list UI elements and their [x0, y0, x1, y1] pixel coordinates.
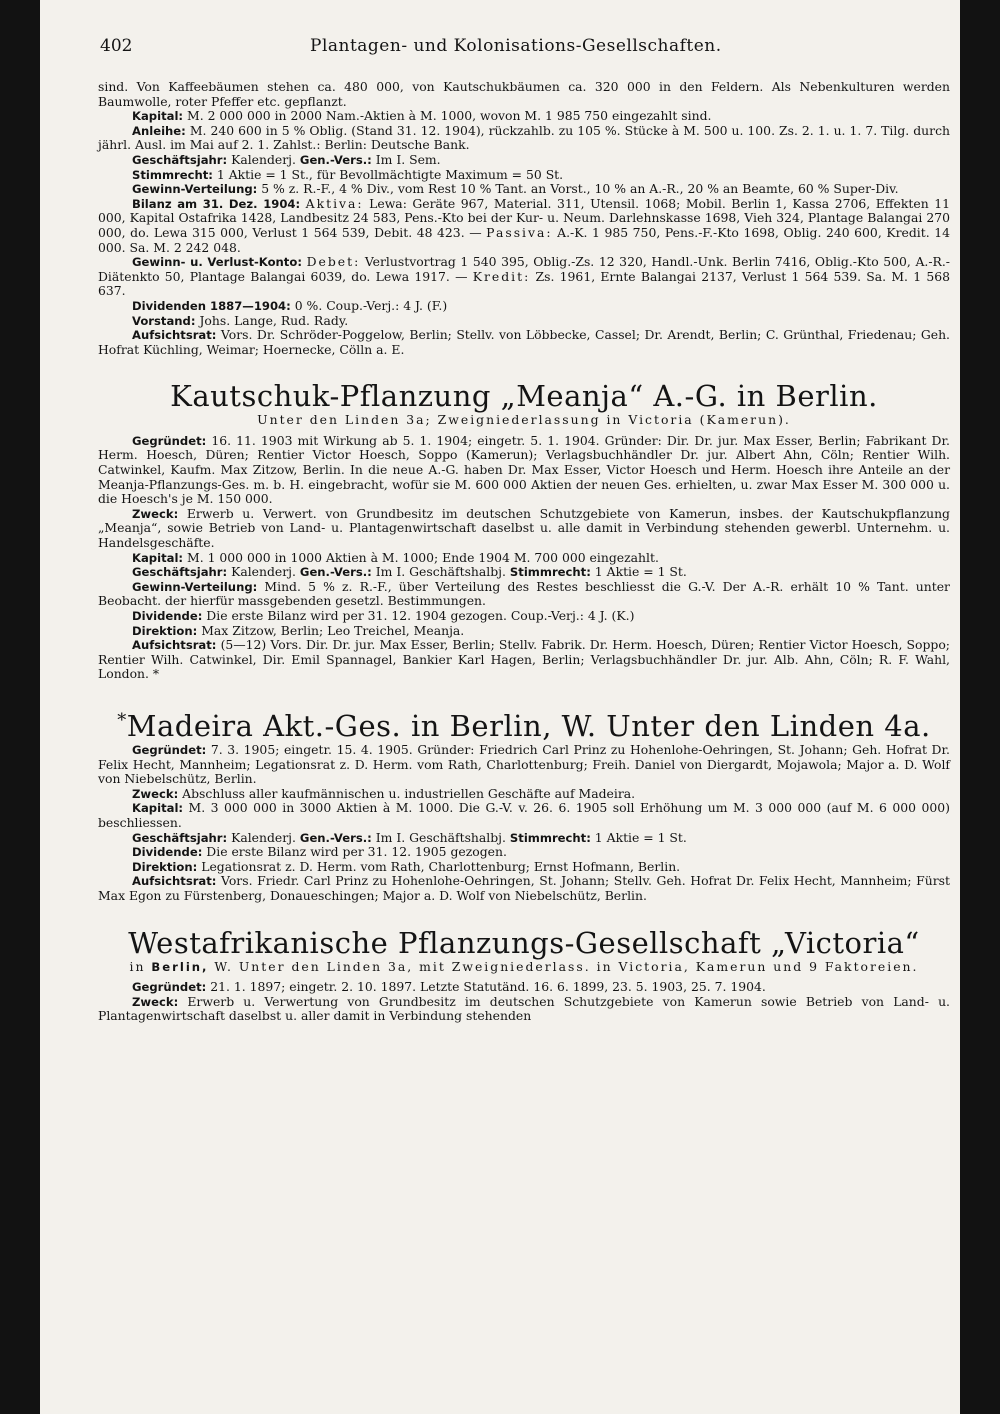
profit-distribution-line: Gewinn-Verteilung: 5 % z. R.-F., 4 % Div., vom Rest 10 % Tant. an Vorst., 10 % an A.-R., 20 % an Beamte, 60 % Super-Div.: [132, 181, 899, 197]
purpose-line: Zweck: Abschluss aller kaufmännischen u. industriellen Geschäfte auf Madeira.: [132, 785, 636, 801]
victoria-entry: [98, 926, 950, 1024]
fiscal-year-line: Geschäftsjahr: Kalenderj. Gen.-Vers.: Im I. Geschäftshalbj. Stimmrecht: 1 Aktie = 1 St.: [132, 564, 687, 580]
bond-line: Anleihe: M. 240 600 in 5 % Oblig. (Stand 31. 12. 1904), rückzahlb. zu 105 %. Stücke à M. 500 u. 100. Zs. 2. 1. u. 1. 7. Tilg. durch jährl. Ausl. im Mai auf 2. 1. Zahlst.: Berlin: Deutsche Bank.: [98, 122, 950, 153]
profit-distribution-line: Gewinn-Verteilung: Mind. 5 % z. R.-F., über Verteilung des Restes beschliesst die G.-V. Der A.-R. erhält 10 % Tant. unter Beobacht. der hierfür massgebenden gesetzl. Bestimmungen.: [98, 578, 950, 609]
company-title: Westafrikanische Pflanzungs-Gesellschaft „Victoria“: [128, 925, 920, 960]
madeira-entry: [98, 704, 950, 904]
company-address: Unter den Linden 3a; Zweigniederlassung in Victoria (Kamerun).: [257, 412, 791, 428]
capital-line: Kapital: M. 3 000 000 in 3000 Aktien à M. 1000. Die G.-V. v. 26. 6. 1905 soll Erhöhung um M. 3 000 000 (auf M. 6 000 000) beschliessen.: [98, 800, 950, 830]
management-line: Direktion: Legationsrat z. D. Herm. vom Rath, Charlottenburg; Ernst Hofmann, Berlin.: [132, 858, 681, 874]
supervisory-board-line: Aufsichtsrat: Vors. Friedr. Carl Prinz zu Hohenlohe-Oehringen, St. Johann; Stellv. Geh. Hofrat Dr. Felix Hecht, Mannheim; Fürst Max Egon zu Fürstenberg, Donaueschingen; Major a. D. Wolf von Niebelschütz, Berlin.: [98, 873, 950, 903]
running-title: Plantagen- und Kolonisations-Gesellschaften.: [310, 36, 722, 56]
intro-paragraph: sind. Von Kaffeebäumen stehen ca. 480 000, von Kautschukbäumen ca. 320 000 in den Feldern. Als Nebenkulturen werden Baumwolle, roter Pfeffer etc. gepflanzt.: [98, 79, 950, 109]
fiscal-year-line: Geschäftsjahr: Kalenderj. Gen.-Vers.: Im I. Sem.: [132, 151, 441, 167]
founded-line: Gegründet: 21. 1. 1897; eingetr. 2. 10. 1897. Letzte Statutänd. 16. 6. 1899, 23. 5. 1903, 25. 7. 1904.: [132, 979, 766, 995]
dividend-line: Dividende: Die erste Bilanz wird per 31. 12. 1905 gezogen.: [132, 844, 507, 860]
founded-line: Gegründet: 7. 3. 1905; eingetr. 15. 4. 1905. Gründer: Friedrich Carl Prinz zu Hohenlohe-Oehringen, St. Johann; Geh. Hofrat Dr. Felix Hecht, Mannheim; Legationsrat z. D. Herm. vom Rath, Charlottenburg; Freih. Daniel von Diergardt, Mojawola; Major a. D. Wolf von Niebelschütz, Berlin.: [98, 741, 950, 787]
founded-line: Gegründet: 16. 11. 1903 mit Wirkung ab 5. 1. 1904; eingetr. 5. 1. 1904. Gründer: Dir. Dr. jur. Max Esser, Berlin; Fabrikant Dr. Herm. Hoesch, Düren; Rentier Victor Hoesch, Soppo (Kamerun); Verlagsbuchhändler Dr. jur. Albert Ahn, Cöln; Rentier Wilh. Catwinkel, Kaufm. Max Zitzow, Berlin. In die neue A.-G. haben Dr. Max Esser, Victor Hoesch und Herm. Hoesch ihre Anteile an der Meanja-Pflanzungs-Ges. m. b. H. eingebracht, wofür sie M. 600 000 Aktien der neuen Ges. erhielten, u. zwar Max Esser M. 300 000 u. die Hoesch's je M. 150 000.: [98, 432, 950, 507]
page-header: [98, 36, 950, 60]
board-line: Vorstand: Johs. Lange, Rud. Rady.: [132, 312, 349, 328]
page-number: 402: [100, 36, 133, 56]
supervisory-board-line: Aufsichtsrat: Vors. Dr. Schröder-Poggelow, Berlin; Stellv. von Löbbecke, Cassel; Dr. Arendt, Berlin; C. Grünthal, Friedenau; Geh. Hofrat Küchling, Weimar; Hoernecke, Cölln a. E.: [98, 327, 950, 357]
scanned-page: [40, 0, 960, 1414]
previous-company-entry: [98, 80, 950, 357]
profit-loss-line: Gewinn- u. Verlust-Konto: Debet: Verlustvortrag 1 540 395, Oblig.-Zs. 12 320, Handl.-Unk. Berlin 7416, Oblig.-Kto 500, A.-R.-Diätenkto 50, Plantage Balangai 6039, do. Lewa 1917. — Kredit: Zs. 1961, Ernte Balangai 2137, Verlust 1 564 539. Sa. M. 1 568 637.: [98, 254, 950, 299]
purpose-line: Zweck: Erwerb u. Verwert. von Grundbesitz im deutschen Schutzgebiete von Kamerun, insbes. der Kautschukpflanzung „Meanja“, sowie Betrieb von Land- u. Plantagenwirtschaft daselbst u. alle damit in Verbindung stehenden gewerbl. Unternehm. u. Handelsgeschäfte.: [98, 505, 950, 551]
company-title: *Madeira Akt.-Ges. in Berlin, W. Unter den Linden 4a.: [117, 708, 931, 743]
voting-rights-line: Stimmrecht: 1 Aktie = 1 St., für Bevollmächtigte Maximum = 50 St.: [132, 166, 564, 182]
company-title: Kautschuk-Pflanzung „Meanja“ A.-G. in Berlin.: [170, 379, 878, 414]
balance-sheet-line: Bilanz am 31. Dez. 1904: Aktiva: Lewa: Geräte 967, Material. 311, Utensil. 1068; Mobil. Berlin 1, Kassa 2706, Effekten 11 000, Kapital Ostafrika 1428, Landbesitz 24 583, Pens.-Kto bei der Kur- u. Neum. Darlehnskasse 1698, Vieh 324, Plantage Balangai 270 000, do. Lewa 315 000, Verlust 1 564 539, Debit. 48 423. — Passiva: A.-K. 1 985 750, Pens.-F.-Kto 1698, Oblig. 240 600, Kredit. 14 000. Sa. M. 2 242 048.: [98, 195, 950, 255]
meanja-entry: [98, 379, 950, 682]
fiscal-year-line: Geschäftsjahr: Kalenderj. Gen.-Vers.: Im I. Geschäftshalbj. Stimmrecht: 1 Aktie = 1 St.: [132, 829, 687, 845]
capital-line: Kapital: M. 1 000 000 in 1000 Aktien à M. 1000; Ende 1904 M. 700 000 eingezahlt.: [132, 549, 659, 565]
supervisory-board-line: Aufsichtsrat: (5—12) Vors. Dir. Dr. jur. Max Esser, Berlin; Stellv. Fabrik. Dr. Herm. Hoesch, Düren; Rentier Victor Hoesch, Soppo; Rentier Wilh. Catwinkel, Dir. Emil Spannagel, Bankier Karl Hagen, Berlin; Verlagsbuchhändler Dr. jur. Alb. Ahn, Cöln; R. F. Wahl, London. *: [98, 637, 950, 682]
purpose-line: Zweck: Erwerb u. Verwertung von Grundbesitz im deutschen Schutzgebiete von Kamerun sowie Betrieb von Land- u. Plantagenwirtschaft daselbst u. aller damit in Verbindung stehenden: [98, 993, 950, 1024]
company-address: in Berlin, W. Unter den Linden 3a, mit Zweigniederlass. in Victoria, Kamerun und 9 Faktoreien.: [129, 958, 919, 974]
management-line: Direktion: Max Zitzow, Berlin; Leo Treichel, Meanja.: [132, 622, 465, 638]
capital-line: Kapital: M. 2 000 000 in 2000 Nam.-Aktien à M. 1000, wovon M. 1 985 750 eingezahlt sind.: [132, 108, 712, 124]
page-body: [98, 80, 950, 1024]
dividend-line: Dividende: Die erste Bilanz wird per 31. 12. 1904 gezogen. Coup.-Verj.: 4 J. (K.): [132, 608, 635, 623]
dividends-line: Dividenden 1887—1904: 0 %. Coup.-Verj.: 4 J. (F.): [132, 297, 448, 313]
